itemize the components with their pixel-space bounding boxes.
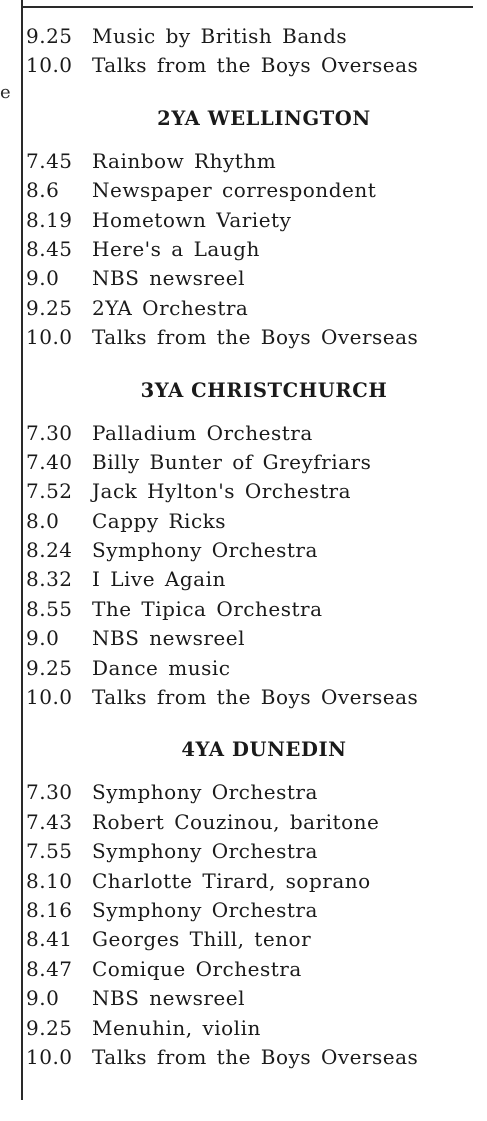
- station-section: [26, 375, 484, 713]
- program-time: 8.0: [26, 508, 60, 533]
- program-time: 8.47: [26, 956, 73, 981]
- program-title: Talks from the Boys Overseas: [92, 53, 419, 78]
- program-time: 7.55: [26, 839, 73, 864]
- program-row: [26, 206, 484, 235]
- program-row: [26, 778, 484, 807]
- program-row: [26, 955, 484, 984]
- program-time: 9.25: [26, 295, 73, 320]
- program-row: [26, 323, 484, 352]
- program-row: [26, 925, 484, 954]
- program-row: [26, 536, 484, 565]
- program-time: 8.10: [26, 868, 73, 893]
- program-row: [26, 837, 484, 866]
- program-title: Symphony Orchestra: [92, 839, 318, 864]
- program-title: The Tipica Orchestra: [92, 596, 323, 621]
- program-time: 10.0: [26, 1044, 73, 1069]
- program-title: Symphony Orchestra: [92, 538, 318, 563]
- program-time: 9.0: [26, 986, 60, 1011]
- program-title: Palladium Orchestra: [92, 420, 313, 445]
- program-row: [26, 22, 484, 51]
- program-title: Music by British Bands: [92, 24, 348, 48]
- program-time: 8.16: [26, 897, 73, 922]
- program-row: [26, 1043, 484, 1072]
- program-title: I Live Again: [92, 567, 226, 592]
- program-time: 8.41: [26, 927, 73, 952]
- program-title: Talks from the Boys Overseas: [92, 325, 419, 350]
- program-row: [26, 448, 484, 477]
- program-time: 7.43: [26, 809, 73, 834]
- program-time: 7.30: [26, 780, 73, 805]
- program-title: Newspaper correspondent: [92, 178, 377, 203]
- program-time: 8.6: [26, 178, 60, 203]
- program-title: Hometown Variety: [92, 207, 292, 232]
- program-title: Robert Couzinou, baritone: [92, 809, 380, 834]
- station-section: [26, 103, 484, 353]
- program-title: Charlotte Tirard, soprano: [92, 868, 371, 893]
- station-heading: 3YA CHRISTCHURCH: [140, 378, 388, 402]
- station-heading: 4YA DUNEDIN: [181, 738, 347, 762]
- program-title: Rainbow Rhythm: [92, 148, 277, 173]
- program-row: [26, 294, 484, 323]
- radio-schedule: [26, 22, 484, 1072]
- program-row: [26, 477, 484, 506]
- program-title: Here's a Laugh: [92, 236, 260, 261]
- program-time: 10.0: [26, 325, 73, 350]
- station-section: [26, 22, 484, 81]
- program-row: [26, 1014, 484, 1043]
- program-time: 8.45: [26, 236, 73, 261]
- program-title: Talks from the Boys Overseas: [92, 685, 419, 710]
- program-title: Symphony Orchestra: [92, 897, 318, 922]
- program-row: [26, 595, 484, 624]
- program-title: Talks from the Boys Overseas: [92, 1044, 419, 1069]
- program-row: [26, 654, 484, 683]
- program-time: 7.52: [26, 479, 73, 504]
- program-time: 7.45: [26, 148, 73, 173]
- program-time: 8.24: [26, 538, 73, 563]
- program-time: 9.25: [26, 655, 73, 680]
- program-title: NBS newsreel: [92, 626, 245, 651]
- program-time: 8.19: [26, 207, 73, 232]
- program-title: Menuhin, violin: [92, 1015, 261, 1040]
- program-row: [26, 51, 484, 80]
- program-title: Georges Thill, tenor: [92, 927, 312, 952]
- program-row: [26, 264, 484, 293]
- program-title: NBS newsreel: [92, 266, 245, 291]
- program-row: [26, 419, 484, 448]
- program-title: 2YA Orchestra: [92, 295, 249, 320]
- program-time: 8.32: [26, 567, 73, 592]
- program-time: 8.55: [26, 596, 73, 621]
- program-time: 9.25: [26, 1015, 73, 1040]
- program-row: [26, 984, 484, 1013]
- program-title: NBS newsreel: [92, 986, 245, 1011]
- program-row: [26, 565, 484, 594]
- station-section: [26, 734, 484, 1072]
- program-row: [26, 624, 484, 653]
- program-row: [26, 507, 484, 536]
- program-title: Billy Bunter of Greyfriars: [92, 449, 372, 474]
- program-row: [26, 896, 484, 925]
- program-title: Cappy Ricks: [92, 508, 227, 533]
- program-row: [26, 808, 484, 837]
- left-column-rule: [21, 0, 23, 1100]
- program-time: 9.0: [26, 266, 60, 291]
- program-time: 7.30: [26, 420, 73, 445]
- program-time: 10.0: [26, 685, 73, 710]
- program-row: [26, 683, 484, 712]
- program-row: [26, 867, 484, 896]
- edge-fragment-text: e: [0, 82, 11, 103]
- station-heading: 2YA WELLINGTON: [157, 106, 371, 130]
- program-title: Dance music: [92, 655, 231, 680]
- top-rule: [21, 6, 473, 8]
- program-row: [26, 176, 484, 205]
- program-time: 9.0: [26, 626, 60, 651]
- program-time: 7.40: [26, 449, 73, 474]
- program-row: [26, 147, 484, 176]
- program-title: Jack Hylton's Orchestra: [92, 479, 351, 504]
- program-row: [26, 235, 484, 264]
- program-title: Symphony Orchestra: [92, 780, 318, 805]
- program-title: Comique Orchestra: [92, 956, 302, 981]
- program-time: 9.25: [26, 24, 73, 48]
- program-time: 10.0: [26, 53, 73, 78]
